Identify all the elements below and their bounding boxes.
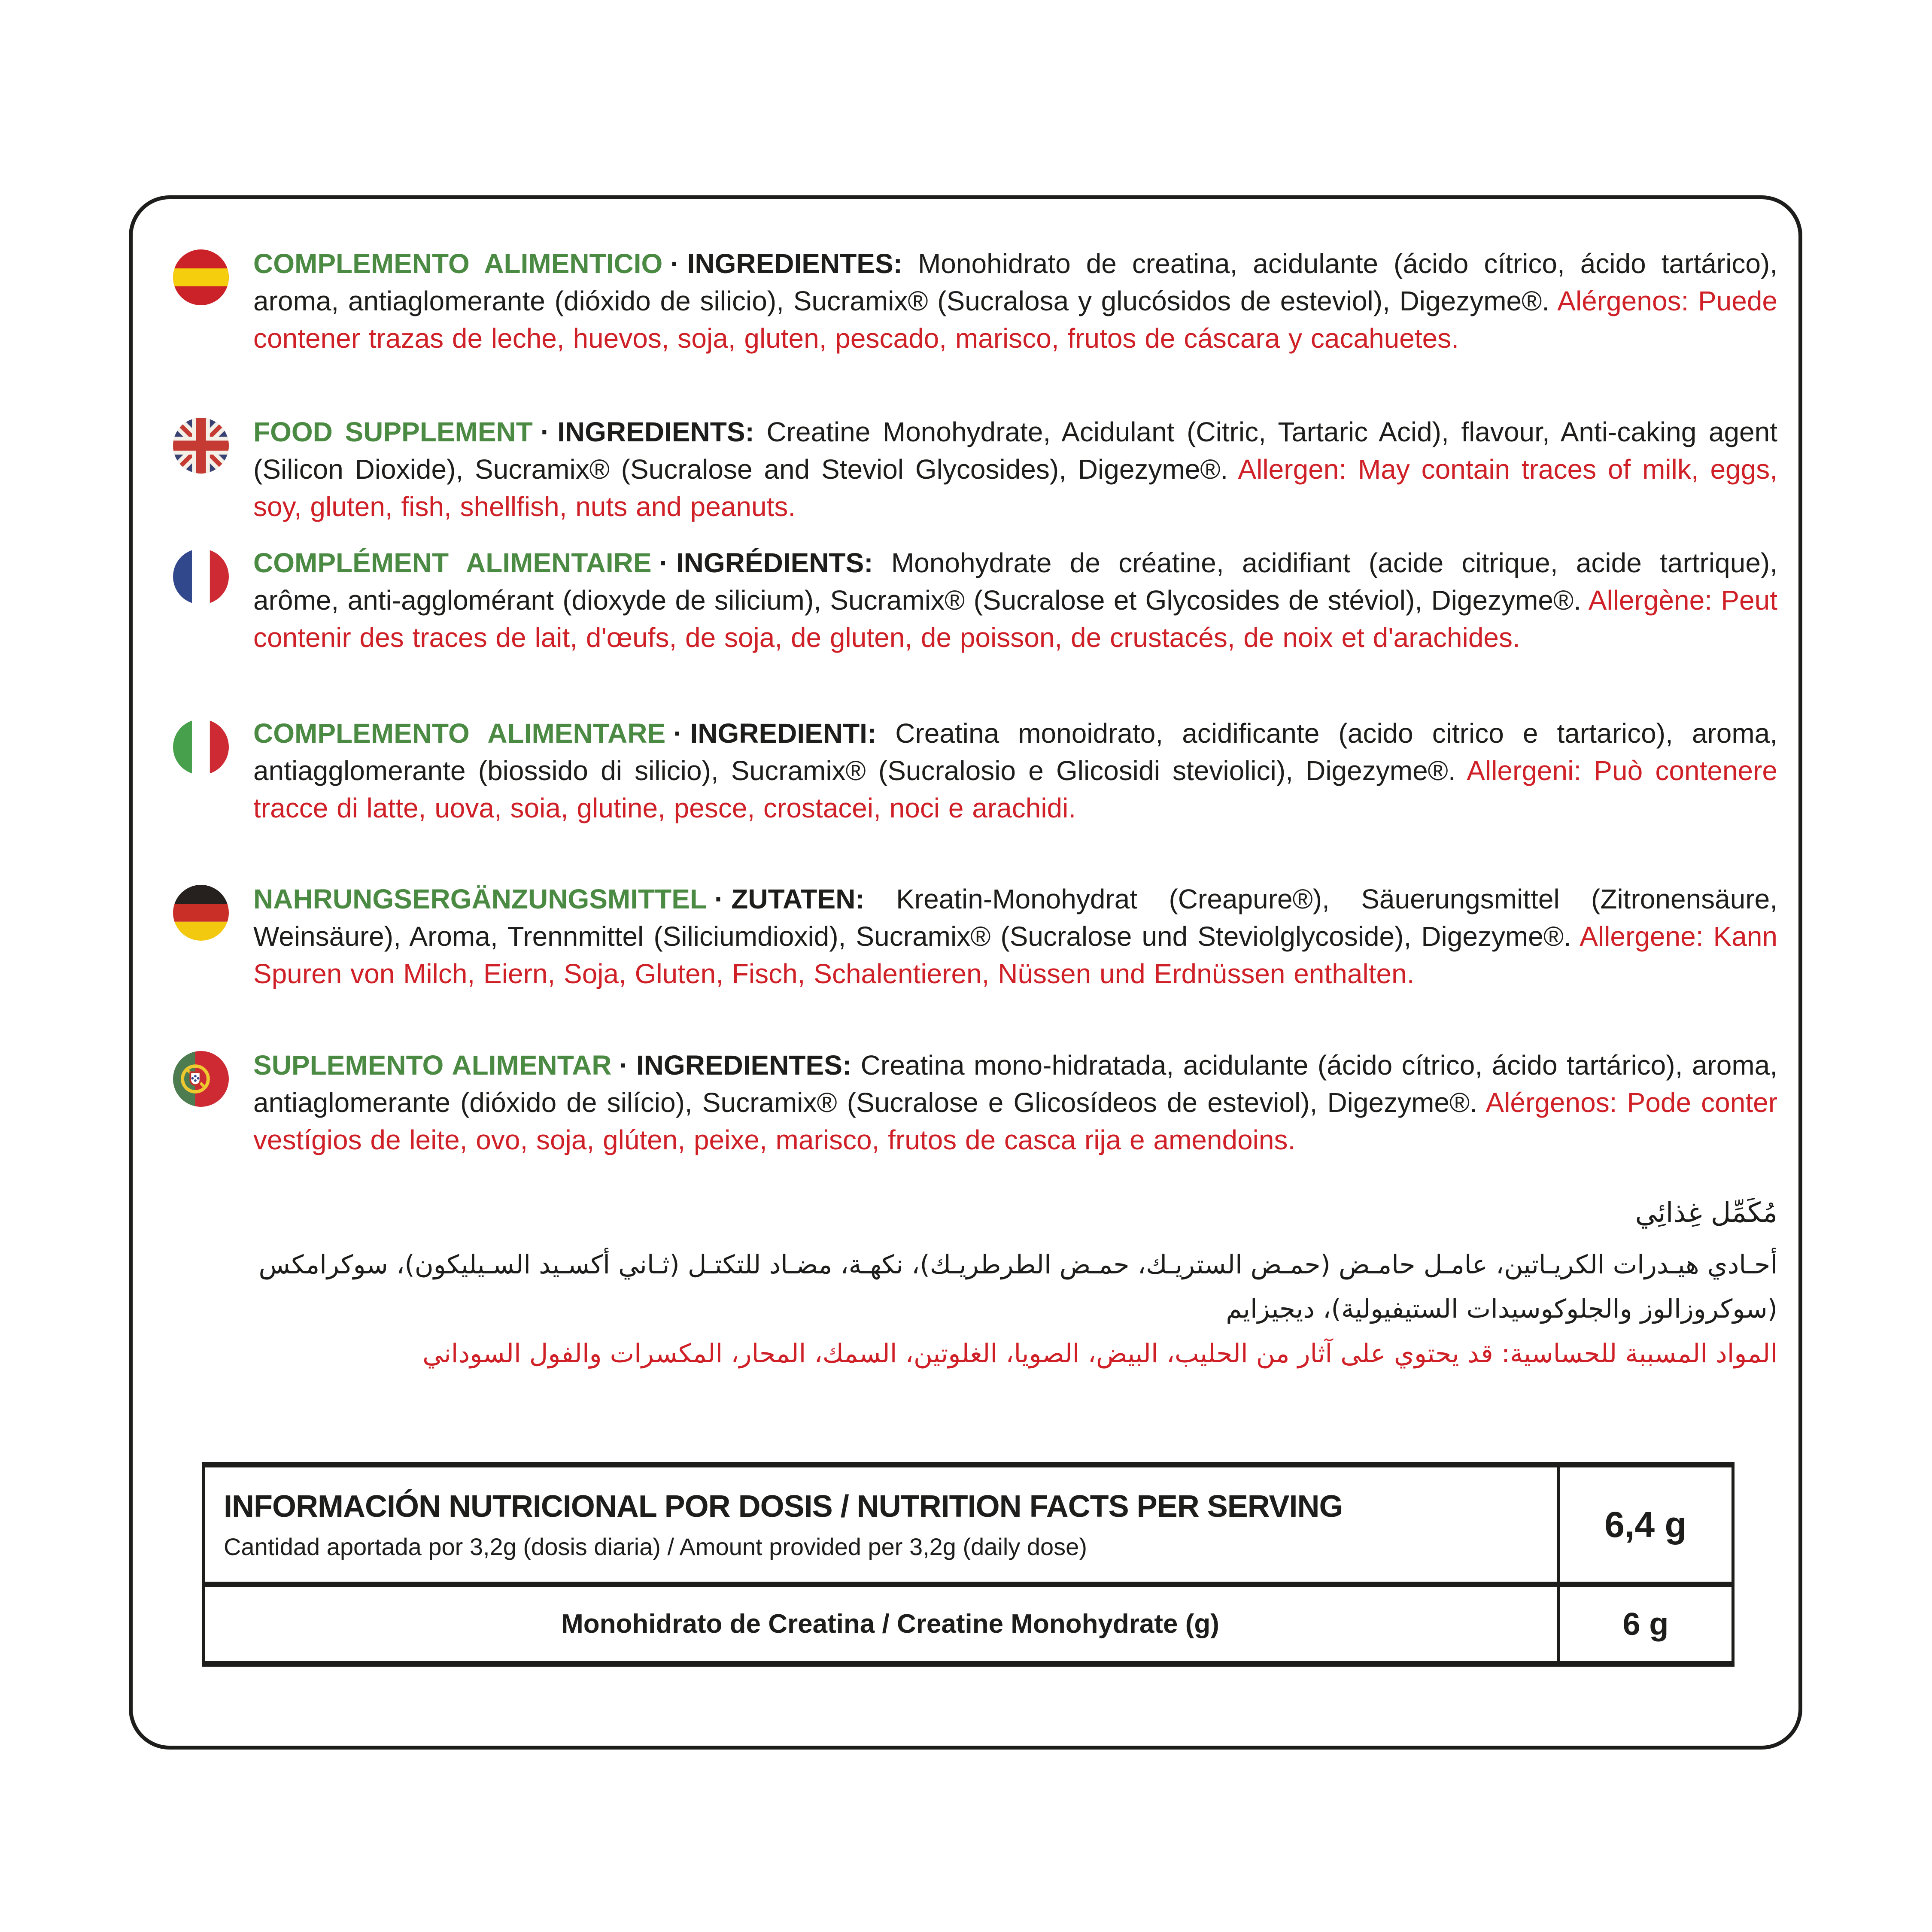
allergens-text: Alérgenos: Puede contener trazas de leche, huevos, soja, gluten, pescado, marisco, frutos de cáscara y cacahuetes. bbox=[253, 286, 1778, 354]
section-portuguese bbox=[253, 1047, 1777, 1159]
arabic-title: مُكَمِّل غِذائِي bbox=[1635, 1197, 1777, 1229]
dot-separator: · bbox=[670, 248, 680, 279]
nutrition-table-subtitle: Cantidad aportada por 3,2g (dosis diaria) / Amount provided per 3,2g (daily dose) bbox=[224, 1533, 1087, 1560]
nutrient-label-cell bbox=[205, 1587, 1557, 1661]
ingredients-text: Creatina monoidrato, acidificante (acido citrico e tartarico), aroma, antiagglomerante (biossido di silicio), Sucramix® (Sucralosio e Glicosidi steviolici), Digezyme®. bbox=[253, 718, 1778, 786]
section-heading: FOOD SUPPLEMENT bbox=[253, 416, 533, 447]
allergens-text: Alérgenos: Pode conter vestígios de leite, ovo, soja, glúten, peixe, marisco, frutos de casca rija e amendoins. bbox=[253, 1087, 1778, 1155]
ingredients-label: INGRÉDIENTS: bbox=[676, 547, 873, 578]
section-spanish bbox=[253, 245, 1777, 357]
dot-separator: · bbox=[659, 547, 668, 578]
ingredients-label: INGREDIENTI: bbox=[690, 718, 877, 749]
ingredients-label: INGREDIENTES: bbox=[687, 248, 902, 279]
ingredients-text: Creatina mono-hidratada, acidulante (ácido cítrico, ácido tartárico), aroma, antiaglomerante (dióxido de silício), Sucramix® (Sucralose e Glicosídeos de esteviol), Digezyme®. bbox=[253, 1050, 1778, 1118]
nutrition-table-title: INFORMACIÓN NUTRICIONAL POR DOSIS / NUTRITION FACTS PER SERVING bbox=[224, 1489, 1343, 1524]
dot-separator: · bbox=[714, 884, 724, 914]
section-heading: COMPLEMENTO ALIMENTICIO bbox=[253, 248, 663, 279]
nutrient-label: Monohidrato de Creatina / Creatine Monohydrate (g) bbox=[561, 1609, 1219, 1639]
nutrition-header-row bbox=[205, 1467, 1732, 1587]
dot-separator: · bbox=[540, 416, 550, 447]
ingredients-text: Monohidrato de creatina, acidulante (ácido cítrico, ácido tartárico), aroma, antiaglomerante (dióxido de silicio), Sucramix® (Sucralosa y glucósidos de esteviol), Digezyme®. bbox=[253, 248, 1777, 316]
section-heading: COMPLÉMENT ALIMENTAIRE bbox=[253, 547, 652, 578]
section-heading: COMPLEMENTO ALIMENTARE bbox=[253, 718, 666, 749]
ingredients-text: Creatine Monohydrate, Acidulant (Citric, Tartaric Acid), flavour, Anti-caking agent (Silicon Dioxide), Sucramix® (Sucralose and Steviol Glycosides), Digezyme®. bbox=[253, 416, 1777, 485]
dot-separator: · bbox=[673, 718, 683, 749]
ingredients-label: INGREDIENTES: bbox=[636, 1050, 852, 1081]
dot-separator: · bbox=[619, 1050, 629, 1081]
allergens-text: Allergene: Kann Spuren von Milch, Eiern, Soja, Gluten, Fisch, Schalentieren, Nüssen und Erdnüssen enthalten. bbox=[253, 921, 1778, 989]
nutrition-header-cell bbox=[205, 1467, 1557, 1582]
portugal-flag-icon bbox=[173, 1051, 229, 1107]
italy-flag-icon bbox=[173, 719, 229, 775]
uk-flag-icon bbox=[173, 418, 229, 474]
ingredients-label: ZUTATEN: bbox=[731, 884, 865, 914]
arabic-allergens-text: المواد المسببة للحساسية: قد يحتوي على آثار من الحليب، البيض، الصويا، الغلوتين، السمك، المحار، المكسرات والفول السوداني bbox=[422, 1339, 1777, 1369]
ingredients-label: INGREDIENTS: bbox=[557, 416, 754, 447]
section-heading: SUPLEMENTO ALIMENTAR bbox=[253, 1050, 612, 1081]
section-german bbox=[253, 881, 1777, 993]
france-flag-icon bbox=[173, 549, 229, 605]
spain-flag-icon bbox=[173, 249, 229, 305]
allergens-text: Allergen: May contain traces of milk, eggs, soy, gluten, fish, shellfish, nuts and peanuts. bbox=[253, 454, 1778, 522]
nutrition-facts-table bbox=[202, 1462, 1735, 1667]
ingredients-text: Kreatin-Monohydrat (Creapure®), Säuerungsmittel (Zitronensäure, Weinsäure), Aroma, Trennmittel (Siliciumdioxid), Sucramix® (Sucralose und Steviolglycoside), Digezyme®. bbox=[253, 884, 1777, 952]
allergens-text: Allergène: Peut contenir des traces de lait, d'œufs, de soja, de gluten, de poisson, de crustacés, de noix et d'arachides. bbox=[253, 585, 1778, 653]
allergens-text: Allergeni: Può contenere tracce di latte, uova, soia, glutine, pesce, crostacei, noci e arachidi. bbox=[253, 755, 1778, 823]
arabic-ingredients-text: أحـادي هيـدرات الكريـاتين، عامـل حامـض (حمـض الستريـك، حمـض الطرطريـك)، نكهـة، مضـاد للتكتـل (ثـاني أكسـيد السـيليكون)، سوكرامكس (سوكروزالوز والجلوكوسيدات الستيفيولية)، ديجيزايم bbox=[258, 1250, 1777, 1324]
section-heading: NAHRUNGSERGÄNZUNGSMITTEL bbox=[253, 884, 707, 914]
section-french bbox=[253, 544, 1777, 656]
section-english bbox=[253, 413, 1777, 526]
nutrient-value: 6 g bbox=[1557, 1587, 1732, 1661]
serving-size-value: 6,4 g bbox=[1557, 1467, 1732, 1582]
germany-flag-icon bbox=[173, 885, 229, 941]
nutrition-data-row bbox=[205, 1587, 1732, 1661]
section-italian bbox=[253, 715, 1777, 827]
ingredients-text: Monohydrate de créatine, acidifiant (acide citrique, acide tartrique), arôme, anti-agglomérant (dioxyde de silicium), Sucramix® (Sucralose et Glycosides de stéviol), Digezyme®. bbox=[253, 547, 1778, 616]
